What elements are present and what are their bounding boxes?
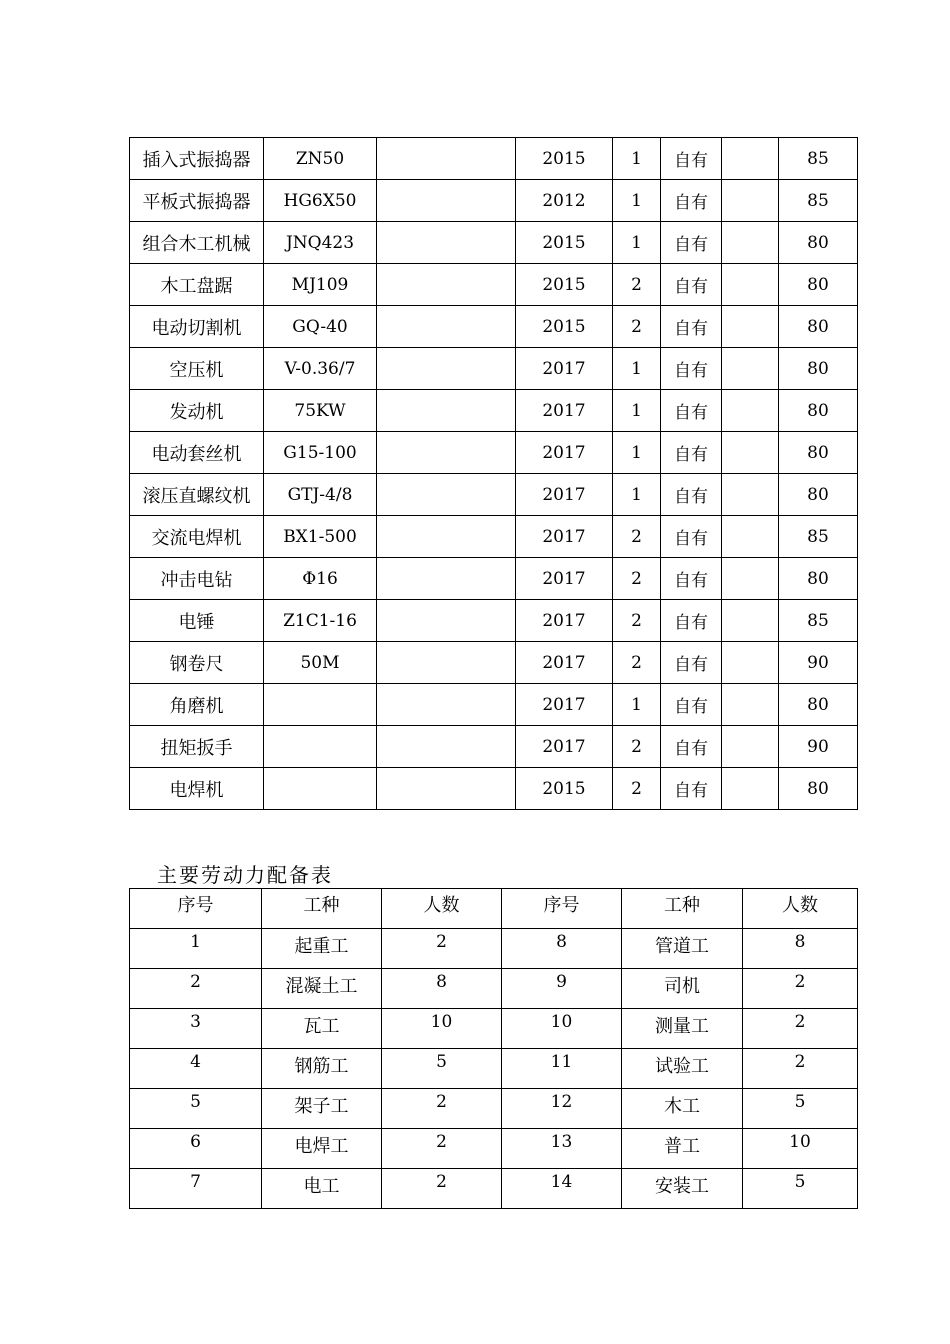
labor-count: 2: [743, 1049, 858, 1089]
equipment-model: [264, 768, 377, 810]
equipment-name: 组合木工机械: [130, 222, 264, 264]
equipment-condition-rate: 85: [779, 600, 858, 642]
equipment-year: 2015: [516, 306, 613, 348]
equipment-quantity: 1: [613, 222, 661, 264]
equipment-row: [130, 138, 858, 180]
header-seq-1: 序号: [130, 889, 262, 929]
labor-trade: 试验工: [622, 1049, 743, 1089]
equipment-name: 电动套丝机: [130, 432, 264, 474]
equipment-quantity: 2: [613, 516, 661, 558]
equipment-year: 2015: [516, 768, 613, 810]
equipment-row: [130, 642, 858, 684]
equipment-name: 钢卷尺: [130, 642, 264, 684]
equipment-name: 平板式振捣器: [130, 180, 264, 222]
equipment-extra: [722, 264, 779, 306]
header-trade-2: 工种: [622, 889, 743, 929]
equipment-row: [130, 600, 858, 642]
equipment-name: 空压机: [130, 348, 264, 390]
equipment-year: 2015: [516, 222, 613, 264]
equipment-quantity: 1: [613, 474, 661, 516]
equipment-condition-rate: 80: [779, 474, 858, 516]
equipment-name: 木工盘踞: [130, 264, 264, 306]
equipment-row: [130, 264, 858, 306]
equipment-row: [130, 432, 858, 474]
equipment-extra: [722, 474, 779, 516]
equipment-spec: [377, 768, 516, 810]
equipment-extra: [722, 180, 779, 222]
equipment-name: 发动机: [130, 390, 264, 432]
labor-seq: 3: [130, 1009, 262, 1049]
labor-seq: 9: [502, 969, 622, 1009]
equipment-ownership: 自有: [661, 726, 722, 768]
labor-seq: 1: [130, 929, 262, 969]
labor-row: [130, 1129, 858, 1169]
equipment-extra: [722, 432, 779, 474]
equipment-condition-rate: 80: [779, 222, 858, 264]
labor-count: 10: [382, 1009, 502, 1049]
equipment-quantity: 2: [613, 264, 661, 306]
equipment-extra: [722, 558, 779, 600]
header-trade-1: 工种: [262, 889, 382, 929]
labor-trade: 木工: [622, 1089, 743, 1129]
equipment-ownership: 自有: [661, 516, 722, 558]
labor-trade: 测量工: [622, 1009, 743, 1049]
labor-count: 2: [382, 1089, 502, 1129]
labor-trade: 混凝土工: [262, 969, 382, 1009]
equipment-name: 交流电焊机: [130, 516, 264, 558]
equipment-extra: [722, 138, 779, 180]
equipment-ownership: 自有: [661, 180, 722, 222]
equipment-quantity: 1: [613, 432, 661, 474]
equipment-model: Φ16: [264, 558, 377, 600]
header-seq-2: 序号: [502, 889, 622, 929]
labor-trade: 电焊工: [262, 1129, 382, 1169]
labor-seq: 6: [130, 1129, 262, 1169]
labor-trade: 起重工: [262, 929, 382, 969]
equipment-year: 2017: [516, 600, 613, 642]
equipment-model: G15-100: [264, 432, 377, 474]
equipment-ownership: 自有: [661, 684, 722, 726]
equipment-quantity: 2: [613, 600, 661, 642]
equipment-model: BX1-500: [264, 516, 377, 558]
equipment-quantity: 2: [613, 558, 661, 600]
equipment-name: 插入式振捣器: [130, 138, 264, 180]
equipment-name: 电锤: [130, 600, 264, 642]
equipment-quantity: 2: [613, 642, 661, 684]
labor-count: 2: [743, 969, 858, 1009]
equipment-condition-rate: 80: [779, 432, 858, 474]
equipment-model: V-0.36/7: [264, 348, 377, 390]
equipment-ownership: 自有: [661, 768, 722, 810]
equipment-condition-rate: 85: [779, 180, 858, 222]
equipment-spec: [377, 348, 516, 390]
equipment-year: 2017: [516, 474, 613, 516]
equipment-model: 75KW: [264, 390, 377, 432]
equipment-ownership: 自有: [661, 390, 722, 432]
equipment-year: 2017: [516, 432, 613, 474]
equipment-model: JNQ423: [264, 222, 377, 264]
equipment-condition-rate: 85: [779, 516, 858, 558]
equipment-extra: [722, 348, 779, 390]
equipment-model: [264, 726, 377, 768]
labor-count: 2: [382, 1129, 502, 1169]
labor-count: 5: [743, 1169, 858, 1209]
labor-row: [130, 1009, 858, 1049]
equipment-year: 2017: [516, 726, 613, 768]
equipment-ownership: 自有: [661, 348, 722, 390]
labor-trade: 架子工: [262, 1089, 382, 1129]
equipment-condition-rate: 85: [779, 138, 858, 180]
equipment-year: 2017: [516, 516, 613, 558]
equipment-extra: [722, 726, 779, 768]
equipment-row: [130, 390, 858, 432]
equipment-ownership: 自有: [661, 558, 722, 600]
equipment-spec: [377, 474, 516, 516]
labor-row: [130, 1049, 858, 1089]
labor-count: 8: [382, 969, 502, 1009]
labor-table: [129, 888, 858, 1209]
equipment-spec: [377, 558, 516, 600]
equipment-spec: [377, 516, 516, 558]
labor-trade: 普工: [622, 1129, 743, 1169]
equipment-condition-rate: 80: [779, 264, 858, 306]
labor-count: 2: [382, 929, 502, 969]
equipment-quantity: 2: [613, 306, 661, 348]
equipment-condition-rate: 80: [779, 684, 858, 726]
header-count-2: 人数: [743, 889, 858, 929]
labor-table-title: 主要劳动力配备表: [157, 863, 333, 887]
equipment-condition-rate: 80: [779, 306, 858, 348]
equipment-ownership: 自有: [661, 600, 722, 642]
labor-count: 5: [743, 1089, 858, 1129]
equipment-condition-rate: 80: [779, 348, 858, 390]
equipment-model: 50M: [264, 642, 377, 684]
equipment-ownership: 自有: [661, 138, 722, 180]
equipment-name: 角磨机: [130, 684, 264, 726]
labor-header-row: [130, 889, 858, 929]
equipment-extra: [722, 684, 779, 726]
equipment-extra: [722, 516, 779, 558]
equipment-quantity: 1: [613, 138, 661, 180]
equipment-condition-rate: 80: [779, 558, 858, 600]
equipment-ownership: 自有: [661, 642, 722, 684]
labor-trade: 电工: [262, 1169, 382, 1209]
equipment-year: 2015: [516, 138, 613, 180]
equipment-row: [130, 684, 858, 726]
equipment-ownership: 自有: [661, 264, 722, 306]
equipment-year: 2017: [516, 558, 613, 600]
equipment-ownership: 自有: [661, 474, 722, 516]
labor-count: 2: [743, 1009, 858, 1049]
equipment-extra: [722, 600, 779, 642]
equipment-extra: [722, 642, 779, 684]
equipment-spec: [377, 432, 516, 474]
labor-count: 5: [382, 1049, 502, 1089]
equipment-quantity: 1: [613, 684, 661, 726]
equipment-name: 电焊机: [130, 768, 264, 810]
labor-count: 2: [382, 1169, 502, 1209]
labor-row: [130, 1169, 858, 1209]
equipment-row: [130, 516, 858, 558]
equipment-model: HG6X50: [264, 180, 377, 222]
equipment-ownership: 自有: [661, 306, 722, 348]
equipment-spec: [377, 642, 516, 684]
labor-trade: 司机: [622, 969, 743, 1009]
labor-seq: 12: [502, 1089, 622, 1129]
equipment-extra: [722, 390, 779, 432]
equipment-year: 2017: [516, 348, 613, 390]
labor-trade: 瓦工: [262, 1009, 382, 1049]
equipment-extra: [722, 222, 779, 264]
labor-seq: 4: [130, 1049, 262, 1089]
equipment-table: [129, 137, 858, 810]
equipment-row: [130, 558, 858, 600]
equipment-model: [264, 684, 377, 726]
equipment-name: 滚压直螺纹机: [130, 474, 264, 516]
equipment-year: 2017: [516, 642, 613, 684]
equipment-row: [130, 306, 858, 348]
labor-table-body: [130, 929, 858, 1209]
equipment-spec: [377, 600, 516, 642]
labor-trade: 管道工: [622, 929, 743, 969]
equipment-model: GTJ-4/8: [264, 474, 377, 516]
labor-seq: 8: [502, 929, 622, 969]
equipment-year: 2012: [516, 180, 613, 222]
labor-seq: 2: [130, 969, 262, 1009]
equipment-year: 2017: [516, 390, 613, 432]
equipment-spec: [377, 264, 516, 306]
labor-seq: 5: [130, 1089, 262, 1129]
equipment-row: [130, 726, 858, 768]
labor-row: [130, 929, 858, 969]
equipment-table-body: [130, 138, 858, 810]
equipment-model: GQ-40: [264, 306, 377, 348]
equipment-ownership: 自有: [661, 222, 722, 264]
labor-count: 10: [743, 1129, 858, 1169]
labor-seq: 7: [130, 1169, 262, 1209]
equipment-row: [130, 768, 858, 810]
equipment-year: 2017: [516, 684, 613, 726]
equipment-quantity: 2: [613, 768, 661, 810]
labor-row: [130, 969, 858, 1009]
equipment-condition-rate: 90: [779, 726, 858, 768]
labor-trade: 钢筋工: [262, 1049, 382, 1089]
equipment-model: MJ109: [264, 264, 377, 306]
labor-seq: 13: [502, 1129, 622, 1169]
labor-seq: 14: [502, 1169, 622, 1209]
equipment-name: 电动切割机: [130, 306, 264, 348]
equipment-row: [130, 180, 858, 222]
equipment-condition-rate: 80: [779, 390, 858, 432]
equipment-year: 2015: [516, 264, 613, 306]
equipment-name: 冲击电钻: [130, 558, 264, 600]
equipment-spec: [377, 222, 516, 264]
equipment-row: [130, 222, 858, 264]
equipment-spec: [377, 180, 516, 222]
labor-seq: 10: [502, 1009, 622, 1049]
equipment-row: [130, 474, 858, 516]
equipment-condition-rate: 80: [779, 768, 858, 810]
equipment-quantity: 1: [613, 390, 661, 432]
labor-row: [130, 1089, 858, 1129]
equipment-spec: [377, 684, 516, 726]
equipment-model: ZN50: [264, 138, 377, 180]
equipment-extra: [722, 306, 779, 348]
equipment-spec: [377, 138, 516, 180]
equipment-spec: [377, 390, 516, 432]
header-count-1: 人数: [382, 889, 502, 929]
equipment-spec: [377, 726, 516, 768]
equipment-model: Z1C1-16: [264, 600, 377, 642]
equipment-row: [130, 348, 858, 390]
equipment-name: 扭矩扳手: [130, 726, 264, 768]
equipment-ownership: 自有: [661, 432, 722, 474]
equipment-quantity: 1: [613, 348, 661, 390]
equipment-quantity: 2: [613, 726, 661, 768]
labor-count: 8: [743, 929, 858, 969]
equipment-condition-rate: 90: [779, 642, 858, 684]
labor-seq: 11: [502, 1049, 622, 1089]
labor-trade: 安装工: [622, 1169, 743, 1209]
equipment-extra: [722, 768, 779, 810]
equipment-quantity: 1: [613, 180, 661, 222]
equipment-spec: [377, 306, 516, 348]
